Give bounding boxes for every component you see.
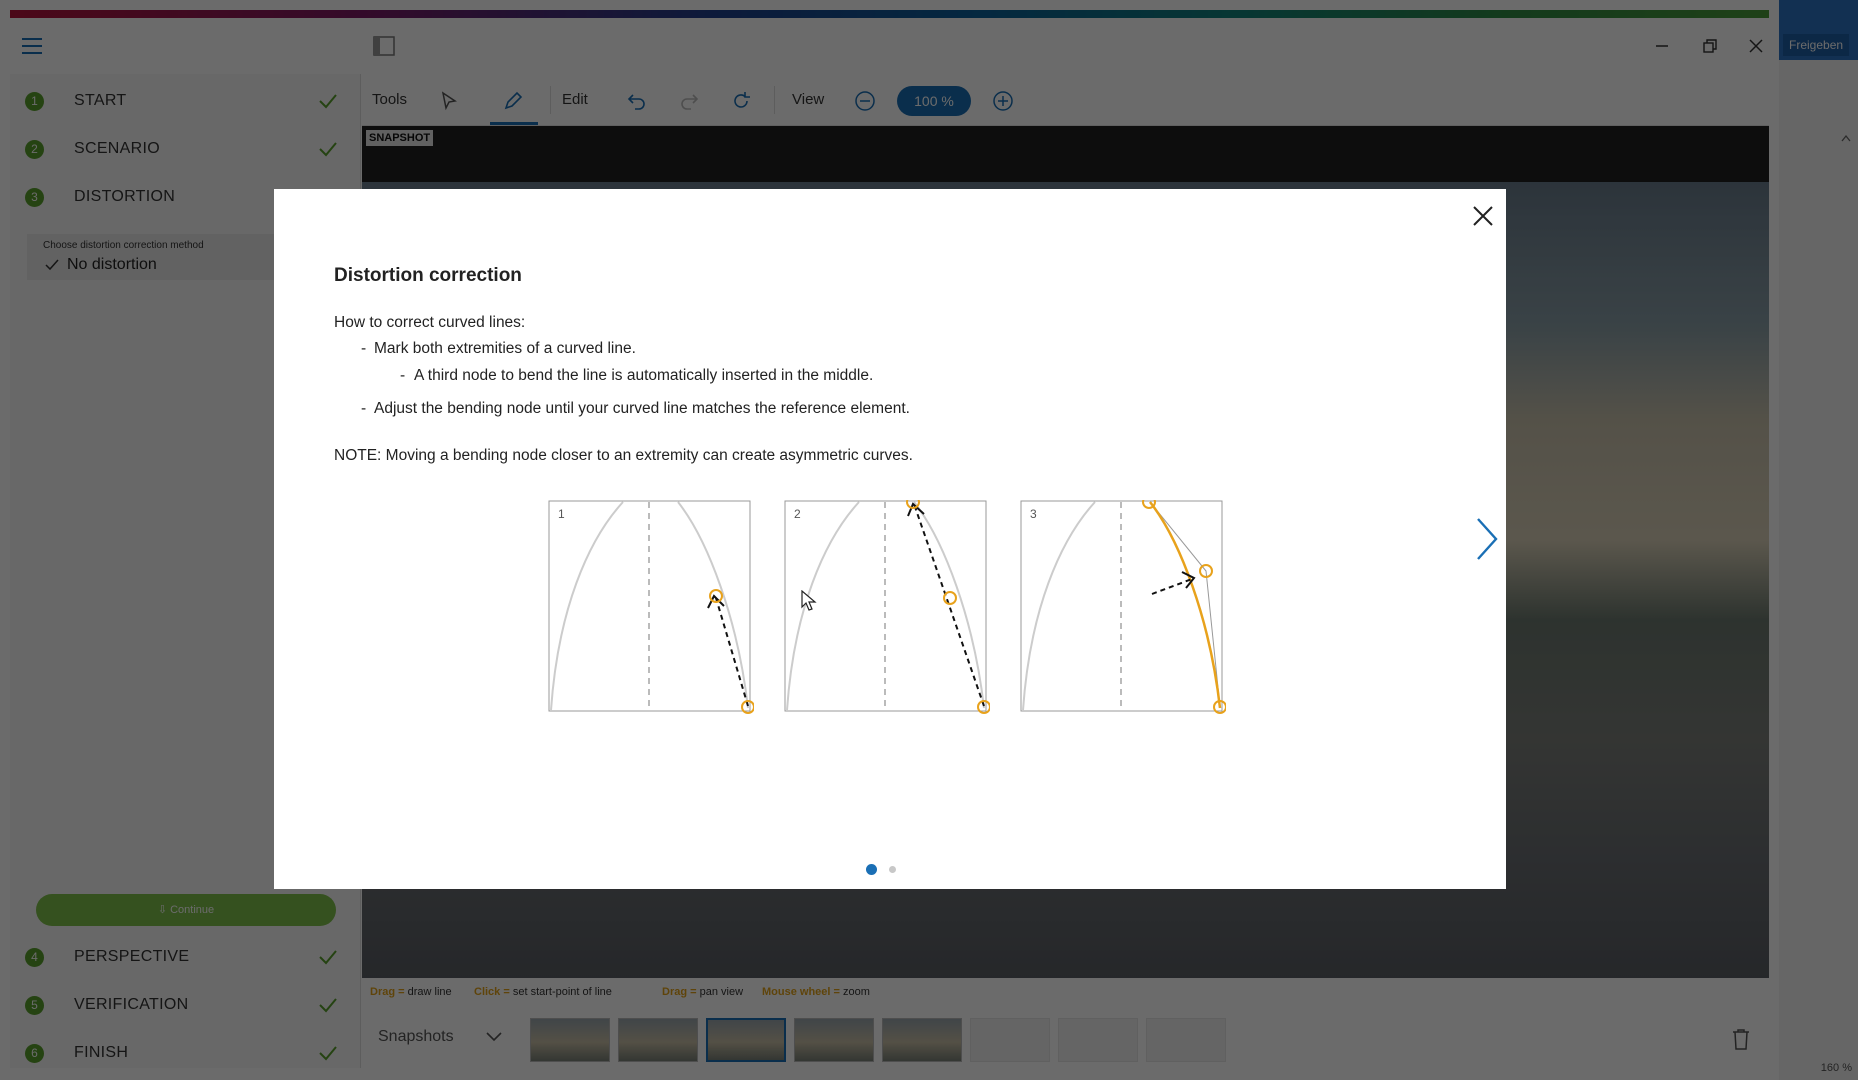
instruction-step-1-detail: A third node to bend the line is automatically inserted in the middle. [414, 367, 874, 384]
next-page-arrow-icon[interactable] [1472, 515, 1502, 563]
distortion-help-dialog [274, 189, 1506, 889]
instruction-note: NOTE: Moving a bending node closer to an extremity can create asymmetric curves. [334, 447, 913, 464]
instruction-step-1: Mark both extremities of a curved line. [374, 340, 636, 357]
bullet: - [361, 340, 367, 357]
instructions-intro: How to correct curved lines: [334, 314, 526, 331]
illustration-panel-3 [1020, 500, 1226, 716]
instruction-step-2: Adjust the bending node until your curved line matches the reference element. [374, 400, 910, 417]
bullet: - [400, 367, 406, 384]
bullet: - [361, 400, 367, 417]
illustration-panel-1 [548, 500, 754, 716]
dialog-title: Distortion correction [334, 265, 522, 286]
mouse-cursor-icon [801, 590, 817, 612]
page-dot[interactable] [889, 866, 896, 873]
dialog-close-icon[interactable] [1468, 201, 1498, 231]
panel-number: 3 [1030, 507, 1037, 521]
illustration-panels [548, 500, 1252, 730]
page-dot-active[interactable] [866, 864, 877, 875]
panel-number: 2 [794, 507, 801, 521]
panel-number: 1 [558, 507, 565, 521]
